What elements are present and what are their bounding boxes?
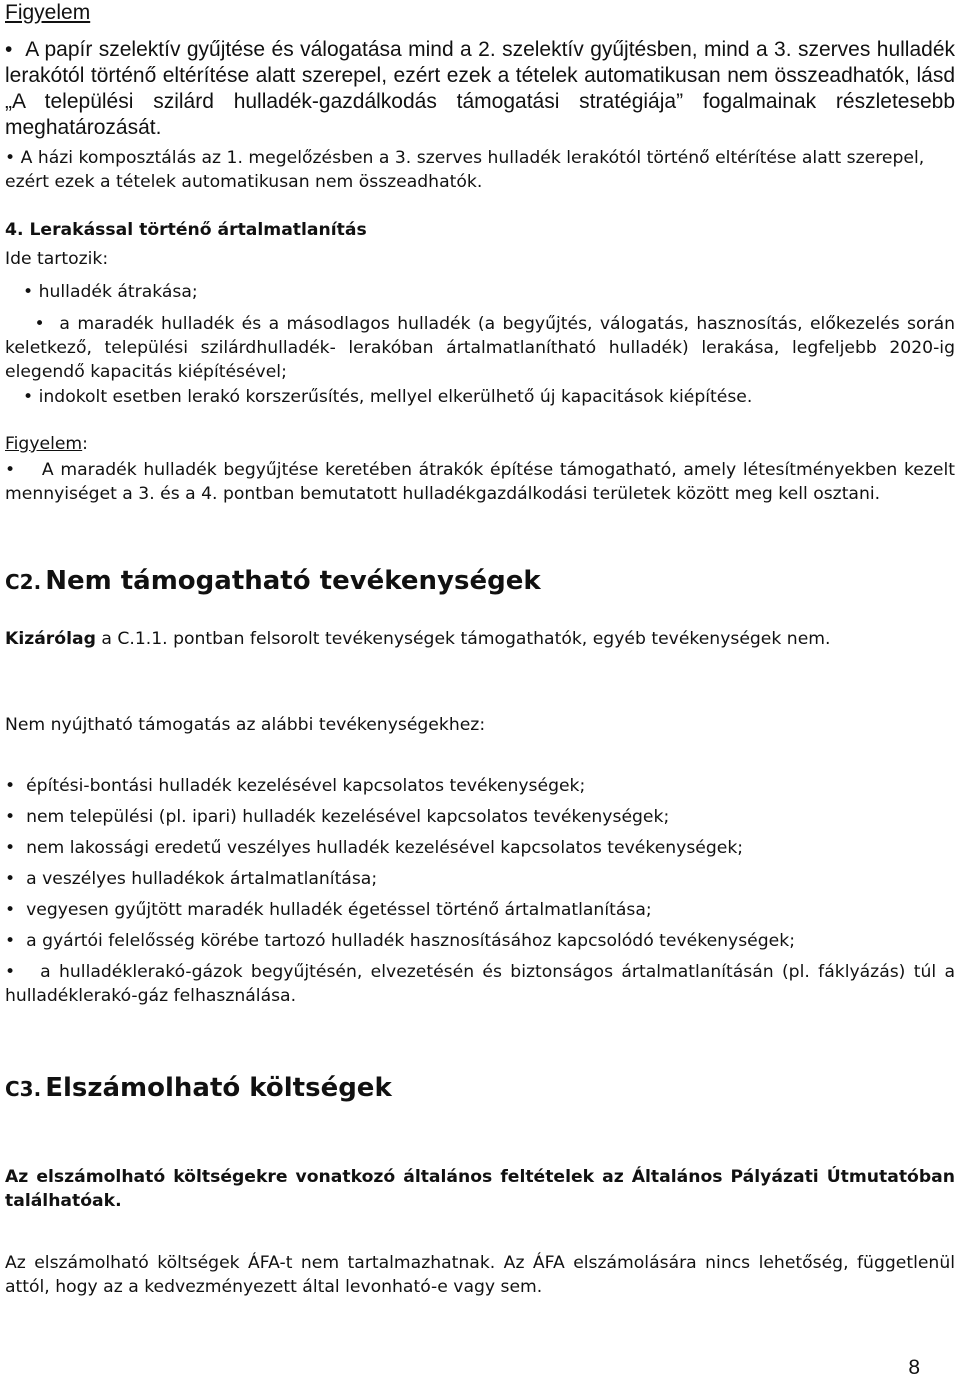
section-4-item-2-text: a maradék hulladék és a másodlagos hulladék (a begyűjtés, válogatás, hasznosítás, előkezelés során keletkező, települési szilárdhulladék- lerakóban ártalmatlanítható hulladék) lerakása, legfeljebb 2020-ig elegendő kapacitás kiépítésével; (5, 314, 955, 382)
section-4-item-2 (5, 312, 955, 384)
bullet-dot: • (5, 838, 27, 858)
section-4-item-3-text: indokolt esetben lerakó korszerűsítés, mellyel elkerülhető új kapacitások kiépítése. (38, 387, 753, 407)
figyelem-bullet-2 (5, 146, 955, 194)
c2-item-2-text: nem települési (pl. ipari) hulladék kezelésével kapcsolatos tevékenységek; (26, 807, 670, 827)
section-4-figyelem-heading (5, 432, 955, 456)
c2-item-5 (5, 898, 955, 922)
c2-item-4-text: a veszélyes hulladékok ártalmatlanítása; (26, 869, 378, 889)
c2-intro: Nem nyújtható támogatás az alábbi tevékenységekhez: (5, 715, 486, 735)
c3-heading (5, 1073, 955, 1103)
bullet-dot: • (5, 962, 41, 982)
section-4-item-1-text: hulladék átrakása; (38, 282, 198, 302)
c2-item-4 (5, 867, 955, 891)
c2-item-3 (5, 836, 955, 860)
c2-item-1 (5, 774, 955, 798)
bullet-dot: • (5, 900, 27, 920)
figyelem-heading-text: Figyelem (5, 1, 91, 24)
figyelem-bullet-1 (5, 37, 955, 141)
bullet-dot: • (5, 38, 26, 61)
bullet-dot: • (5, 869, 27, 889)
section-4-heading: 4. Lerakással történő ártalmatlanítás (5, 220, 367, 240)
c2-item-2 (5, 805, 955, 829)
c2-item-1-text: építési-bontási hulladék kezelésével kapcsolatos tevékenységek; (26, 776, 586, 796)
figyelem-heading (5, 0, 955, 26)
bullet-dot: • (5, 314, 60, 334)
c2-item-6-text: a gyártói felelősség körébe tartozó hulladék hasznosításához kapcsolódó tevékenységek; (26, 931, 795, 951)
c2-code: C2. (5, 570, 42, 594)
c2-lead-bold: Kizárólag (5, 629, 96, 649)
section-4-figyelem-item-text: A maradék hulladék begyűjtése keretében átrakók építése támogatható, amely létesítményekben kezelt mennyiséget a 3. és a 4. pontban bemutatott hulladékgazdálkodási területek között meg kell osztani. (5, 460, 955, 504)
c2-item-7-text: a hulladéklerakó-gázok begyűjtésén, elvezetésén és biztonságos ártalmatlanításán (pl. fáklyázás) túl a hulladéklerakó-gáz felhasználása. (5, 962, 955, 1006)
figyelem-colon: : (82, 434, 88, 454)
c2-lead (5, 627, 955, 651)
figyelem-bullet-2-text: A házi komposztálás az 1. megelőzésben a 3. szerves hulladék lerakótól történő eltérítése alatt szerepel, ezért ezek a tételek automatikusan nem összeadhatók. (5, 148, 925, 192)
c3-title: Elszámolható költségek (45, 1073, 392, 1103)
c2-title: Nem támogatható tevékenységek (45, 566, 541, 596)
section-4-item-3 (23, 385, 955, 409)
bullet-dot: • (23, 387, 39, 407)
c3-paragraph: Az elszámolható költségek ÁFA-t nem tartalmazhatnak. Az ÁFA elszámolására nincs lehetőség, függetlenül attól, hogy az a kedvezményezett által levonható-e vagy sem. (5, 1253, 955, 1297)
c2-heading (5, 566, 955, 596)
section-4-intro: Ide tartozik: (5, 249, 109, 269)
c2-item-5-text: vegyesen gyűjtött maradék hulladék égetéssel történő ártalmatlanítása; (26, 900, 652, 920)
figyelem-bullet-1-text: A papír szelektív gyűjtése és válogatása mind a 2. szelektív gyűjtésben, mind a 3. szerves hulladék lerakótól történő eltérítése alatt szerepel, ezért ezek a tételek automatikusan nem összeadhatók, lásd „A települési szilárd hulladék-gazdálkodás támogatási stratégiája” fogalmainak részletesebb meghatározását. (5, 38, 955, 139)
c2-item-7 (5, 960, 955, 1008)
bullet-dot: • (5, 148, 21, 168)
figyelem-label: Figyelem (5, 434, 83, 454)
bullet-dot: • (5, 807, 27, 827)
c2-item-6 (5, 929, 955, 953)
section-4-item-1 (23, 280, 955, 304)
c2-item-3-text: nem lakossági eredetű veszélyes hulladék kezelésével kapcsolatos tevékenységek; (26, 838, 744, 858)
bullet-dot: • (5, 931, 27, 951)
page-number: 8 (908, 1356, 920, 1379)
section-4-figyelem-item (5, 458, 955, 506)
bullet-dot: • (5, 776, 27, 796)
c3-code: C3. (5, 1077, 42, 1101)
c2-lead-rest: a C.1.1. pontban felsorolt tevékenységek támogathatók, egyéb tevékenységek nem. (95, 629, 831, 649)
bullet-dot: • (5, 460, 42, 480)
bullet-dot: • (23, 282, 39, 302)
c3-bold-paragraph: Az elszámolható költségekre vonatkozó általános feltételek az Általános Pályázati Útmutatóban találhatóak. (5, 1167, 955, 1211)
